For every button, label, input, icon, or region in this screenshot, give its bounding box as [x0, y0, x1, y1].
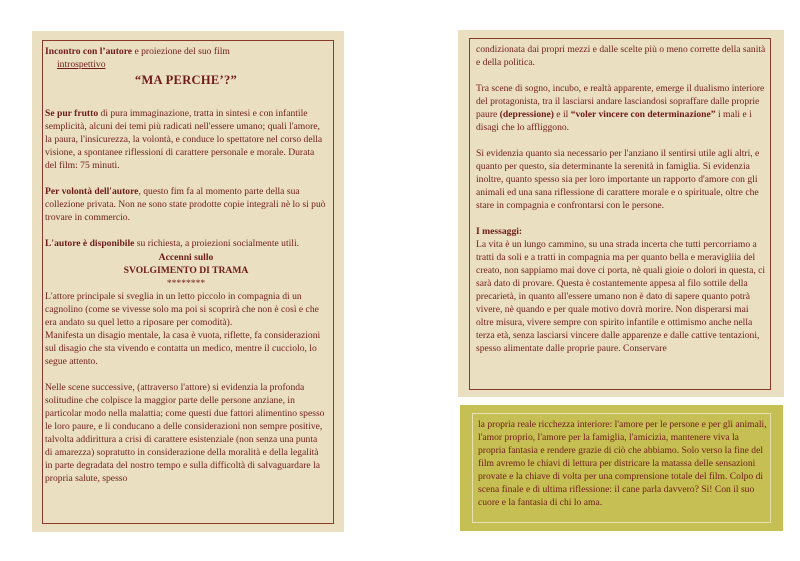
paragraph-anziano: Si evidenzia quanto sia necessario per l'anziano il sentirsi utile agli altri, e quanto per questo, sia determinante la serenità in famiglia. Si evidenzia inoltre, quanto spesso sia per loro importante un rapporto d'amore con gli animali ed una sana riflessione di carattere morale e o spirituale, oltre che stare in compagnia e confrontarsi con le persone.: [476, 148, 760, 211]
messaggi-label: [476, 225, 766, 238]
disponibile-bold: L'autore è disponibile: [45, 238, 135, 249]
paragraph-messaggi: La vita è un lungo cammino, su una strada incerta che tutti percorriamo a tratti da soli e a tratti in compagnia ma per quanto bella e meravigliia del creato, non sappiamo mai dove ci porta, nè quali gioie o dolori in questa, ci sarà dato di provare. Questa è costantemente appesa al filo sottile della precarietà, in quanto all'essere umano non è dato di sapere quanto potrà vivere, nè quando e per quale motivo dovrà morire. Non disperarsi mai oltre misura, vivere sempre con spirito infantile e ottimismo anche nella terza età, senza lasciarsi vincere dalle apparenze e dalle cattive tentazioni, spesso alimentate dalle proprie paure. Conservare: [476, 239, 766, 354]
stars-divider: ********: [166, 278, 206, 289]
right-bottom-page: [460, 405, 783, 531]
dualismo-text-c: e il: [553, 109, 571, 120]
intro-underlined: introspettivo: [57, 59, 106, 70]
paragraph-conclusion: la propria reale ricchezza interiore: l'amore per le persone e per gli animali, l'amor proprio, l'amore per la famiglia, l'amicizia, mantenere viva la propria fantasia e rendere grazie di ciò che abbiamo. Solo verso la fine del film avremo le chiavi di lettura per districare la matassa delle sensazioni provate e la chiave di volta per una comprensione totale del film. Colpo di scena finale e di ultima riflessione: il cane parla davvero? Si! Con il suo cuore e la fantasia di chi lo ama.: [478, 419, 767, 508]
paragraph-dualismo: [476, 82, 766, 134]
svolgimento-heading: [45, 264, 327, 277]
paragraph-plot-3: Nelle scene successive, (attraverso l'attore) si evidenzia la profonda solitudine che colpisce la maggior parte delle persone anziane, in particolar modo nella malattia; come questi due fattori alimentino spesso le loro paure, e li conducano a delle considerazioni non sempre positive, talvolta addirittura a crisi di carattere esistenziale (non senza una punta di amarezza) sopratutto in considerazione della moralità e della legalità in parte degradata del nostro tempo e sulla difficoltà di salvaguardare la propria salute, spesso: [45, 382, 325, 484]
volonta-text: , questo fim fa al momento parte della sua collezione privata. Non ne sono state prodotte copie integrali nè lo si può trovare in commercio.: [45, 186, 326, 223]
dualismo-bold-vincere: “voler vincere con determinazione”: [570, 109, 716, 120]
accenni-heading: [45, 251, 327, 264]
paragraph-continuation: condizionata dai propri mezzi e dalle scelte più o meno corrette della sanità e della politica.: [476, 44, 766, 68]
dualismo-text-d: i mali e i disagi che lo affliggono.: [476, 109, 752, 133]
volonta-bold: Per volontà dell'autore: [45, 186, 139, 197]
disponibile-text: su richiesta, a proiezioni socialmente utili.: [134, 238, 300, 249]
intro-rest: e proiezione del suo film: [132, 46, 230, 57]
film-title: “MA PERCHE’?”: [134, 73, 238, 87]
intro-under-line: [45, 58, 327, 71]
dualismo-bold-depressione: (depressione): [499, 109, 554, 120]
paragraph-summary: [45, 107, 327, 172]
right-bottom-frame: [472, 413, 771, 523]
dualismo-text-a: Tra scene di sogno, incubo, e realtà apparente, emerge il dualismo interiore del protagonista, tra il lasciarsi andare lasciandosi sopraffare dalle proprie paure: [476, 83, 765, 120]
paragraph-plot-2: Manifesta un disagio mentale, la casa è vuota, riflette, fa considerazioni sul disagio che sta vivendo e contatta un medico, mentre il cucciolo, lo segue attento.: [45, 330, 321, 367]
right-top-frame: [469, 38, 771, 390]
intro-bold: Incontro con l’autore: [45, 46, 133, 57]
right-top-page: [458, 30, 784, 397]
messaggi-bold: I messaggi:: [476, 226, 523, 237]
svolgimento-text: SVOLGIMENTO DI TRAMA: [123, 265, 249, 276]
intro-line: [45, 45, 327, 58]
summary-bold: Se pur frutto: [45, 108, 99, 119]
paragraph-plot-1: L'attore principale si sveglia in un letto piccolo in compagnia di un cagnolino (come se vivesse solo ma poi si scoprirà che non è così e che era andato su quel letto a riposare per comodità).: [45, 291, 319, 328]
paragraph-disponibile: [45, 237, 327, 250]
left-page-frame: [42, 40, 334, 524]
accenni-text: Accenni sullo: [158, 252, 214, 263]
paragraph-volonta: [45, 185, 327, 224]
left-page: [32, 31, 344, 532]
summary-text: di pura immaginazione, tratta in sintesi e con infantile semplicità, alcuni dei temi più radicati nell'essere umano; quali l'amore, la paura, l'insicurezza, la volontà, e conduce lo spettatore nel corso della visione, a spontanee riflessioni di carattere personale e morale. Durata del film: 75 minuti.: [45, 108, 323, 171]
